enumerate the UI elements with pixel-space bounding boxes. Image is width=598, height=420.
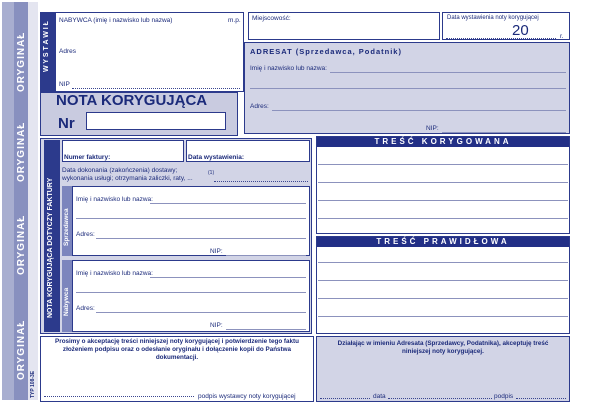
seller-name-label: Imię i nazwisko lub nazwa: [76,196,153,203]
original-word: ORYGINAŁ [16,121,27,182]
acceptance-sign-line-a[interactable] [388,398,492,399]
adresat-name-line[interactable] [330,72,566,73]
corrected-line[interactable] [318,164,568,165]
seller-nip-label: NIP: [210,248,223,255]
seller-name-line[interactable] [150,203,306,204]
issue-date-label: Data wystawienia noty korygującej [447,15,539,21]
delivery-footnote: (1) [208,170,215,176]
buyer-nip-label: NIP: [210,322,223,329]
buyer-name-label: Imię i nazwisko lub nazwa: [76,270,153,277]
issuer-vertical-label: W Y S T A W I Ł [43,21,50,72]
seller-address-line[interactable] [96,238,306,239]
acceptance-text: Działając w imieniu Adresata (Sprzedawcy, Podatnika), akceptuję treść niniejszej noty korygującej. [337,340,549,355]
corrected-line[interactable] [318,182,568,183]
buyer-address-line[interactable] [96,312,306,313]
acceptance-sign-label: podpis [494,393,514,400]
side-fine-print [28,2,38,400]
issuer-signature-line[interactable] [44,396,194,397]
tresc-korygowana-header: TREŚĆ KORYGOWANA [317,137,569,147]
date-field-line[interactable] [446,38,556,39]
acceptance-date-label: data [373,393,386,400]
buyer-label: NABYWCA (imię i nazwisko lub nazwa) [59,17,173,24]
buyer-name-line-2[interactable] [76,292,306,293]
correct-line[interactable] [318,262,568,263]
original-word: ORYGINAŁ [16,214,27,275]
buyer-address-label: Adres: [76,305,95,312]
seller-vertical-label: Sprzedawca [63,208,70,246]
acceptance-sign-line-b[interactable] [516,398,566,399]
seller-name-line-2[interactable] [76,218,306,219]
invoice-date-label: Data wystawienia: [188,154,244,161]
issuer-signature-label: podpis wystawcy noty korygującej [198,393,296,400]
seller-nip-line[interactable] [226,255,306,256]
adresat-title: ADRESAT (Sprzedawca, Podatnik) [250,47,402,56]
nota-title: NOTA KORYGUJĄCA [56,92,208,109]
adresat-nip-label: NIP: [426,125,439,132]
year-suffix: r. [560,33,564,40]
invoice-no-label: Numer faktury: [64,154,111,161]
adresat-address-label: Adres: [250,103,269,110]
year-prefix: 20 [512,22,529,39]
request-text: Prosimy o akceptację treści niniejszej noty korygującej i potwierdzenie tego faktu złożeniem podpisu oraz o odesłanie oryginału i dołączenie kopii do Państwa dokumentacji. [55,338,299,361]
form-code: TYP 108-3E [30,370,36,398]
nota-number-field[interactable] [86,112,226,130]
tresc-korygowana-box [316,136,570,234]
delivery-date-line[interactable] [214,181,308,182]
place-label: Miejscowość: [252,15,291,22]
adresat-nip-line[interactable] [442,132,566,133]
correct-line[interactable] [318,280,568,281]
adresat-name-label: Imię i nazwisko lub nazwa: [250,65,327,72]
delivery-label-1: Data dokonania (zakończenia) dostawy; [62,167,178,174]
original-word: ORYGINAŁ [16,31,27,92]
corrected-line[interactable] [318,218,568,219]
mp-label: m.p. [228,17,241,24]
issuer-nip-label: NIP [59,81,70,88]
side-strip [2,2,14,400]
correct-line[interactable] [318,316,568,317]
issuer-address-label: Adres [59,48,76,55]
tresc-prawidlowa-header: TREŚĆ PRAWIDŁOWA [317,237,569,247]
faktura-vertical-title: NOTA KORYGUJĄCA DOTYCZY FAKTURY [47,177,54,318]
tresc-prawidlowa-box [316,236,570,334]
acceptance-date-line[interactable] [320,398,370,399]
buyer-vertical-label: Nabywca [63,287,70,316]
corrected-line[interactable] [318,200,568,201]
seller-address-label: Adres: [76,231,95,238]
correct-line[interactable] [318,298,568,299]
issuer-nip-line[interactable] [72,88,240,89]
adresat-address-line[interactable] [272,110,566,111]
buyer-nip-line[interactable] [226,329,306,330]
nota-nr-label: Nr [58,115,75,132]
buyer-name-line[interactable] [150,277,306,278]
original-word: ORYGINAŁ [16,319,27,380]
delivery-label-2: wykonania usługi; otrzymania zaliczki, raty, ... [62,175,193,182]
adresat-name-line-2[interactable] [250,88,566,89]
